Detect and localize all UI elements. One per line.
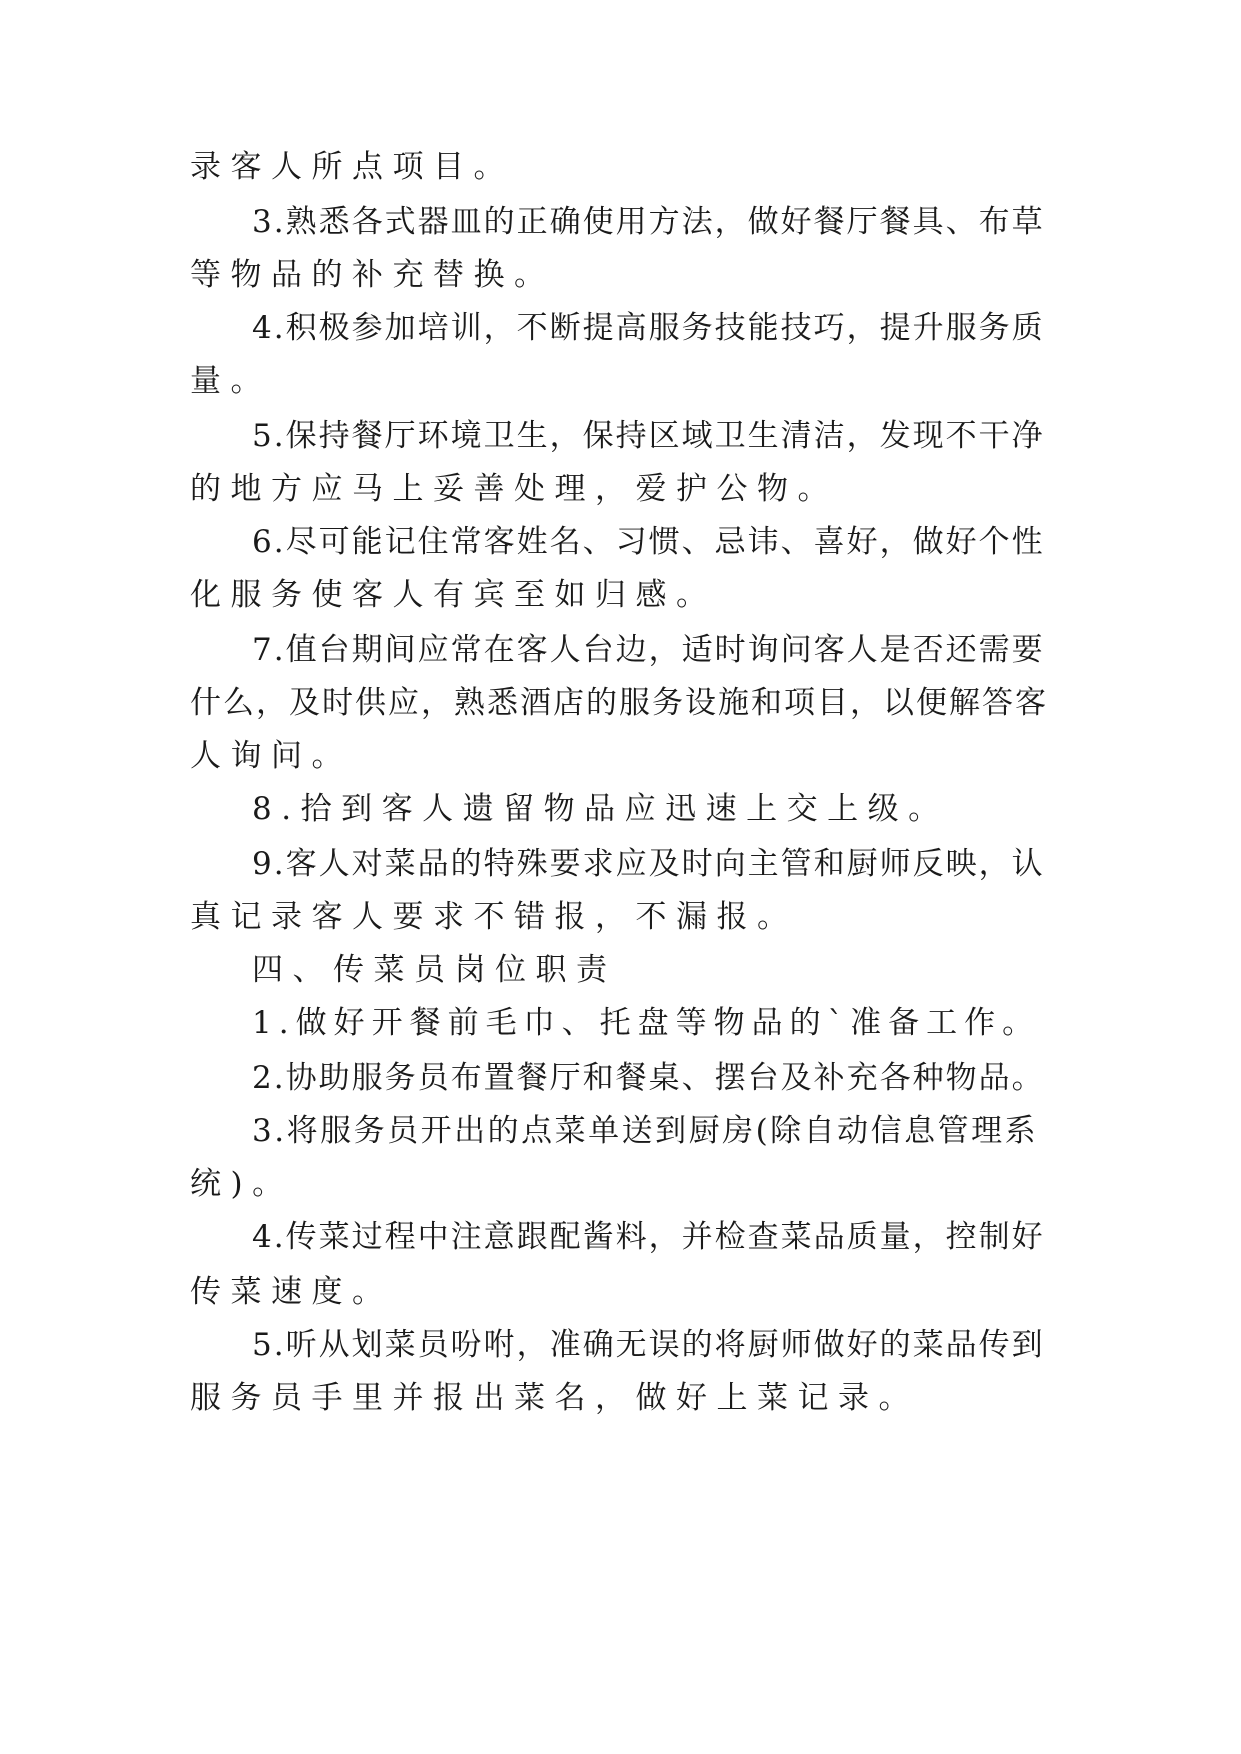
- text-line: 9.客人对菜品的特殊要求应及时向主管和厨师反映，认: [252, 846, 1045, 882]
- text-line: 统)。: [190, 1166, 293, 1202]
- text-line: 等物品的补充替换。: [190, 257, 555, 293]
- text-line: 2.协助服务员布置餐厅和餐桌、摆台及补充各种物品。: [252, 1060, 1045, 1096]
- text-line: 8.拾到客人遗留物品应迅速上交上级。: [252, 791, 949, 827]
- text-line: 4.传菜过程中注意跟配酱料，并检查菜品质量，控制好: [252, 1219, 1045, 1255]
- text-line: 服务员手里并报出菜名，做好上菜记录。: [190, 1380, 919, 1416]
- text-line: 量。: [190, 363, 271, 399]
- section-heading: 四、传菜员岗位职责: [252, 952, 617, 988]
- text-line: 5.保持餐厅环境卫生，保持区域卫生清洁，发现不干净: [252, 418, 1045, 454]
- text-line: 5.听从划菜员吩咐，准确无误的将厨师做好的菜品传到: [252, 1327, 1045, 1363]
- text-line: 的地方应马上妥善处理，爱护公物。: [190, 471, 838, 507]
- text-line: 什么，及时供应，熟悉酒店的服务设施和项目，以便解答客: [190, 685, 1048, 721]
- text-line: 4.积极参加培训，不断提高服务技能技巧，提升服务质: [252, 310, 1045, 346]
- text-line: 3.熟悉各式器皿的正确使用方法，做好餐厅餐具、布草: [252, 204, 1045, 240]
- text-line: 传菜速度。: [190, 1274, 393, 1310]
- text-line: 1.做好开餐前毛巾、托盘等物品的`准备工作。: [252, 1005, 1041, 1041]
- text-line: 录客人所点项目。: [190, 149, 514, 185]
- text-line: 化服务使客人有宾至如归感。: [190, 577, 717, 613]
- text-line: 真记录客人要求不错报，不漏报。: [190, 899, 798, 935]
- text-line: 3.将服务员开出的点菜单送到厨房(除自动信息管理系: [252, 1113, 1039, 1149]
- text-line: 人询问。: [190, 738, 352, 774]
- text-line: 6.尽可能记住常客姓名、习惯、忌讳、喜好，做好个性: [252, 524, 1045, 560]
- text-line: 7.值台期间应常在客人台边，适时询问客人是否还需要: [252, 632, 1045, 668]
